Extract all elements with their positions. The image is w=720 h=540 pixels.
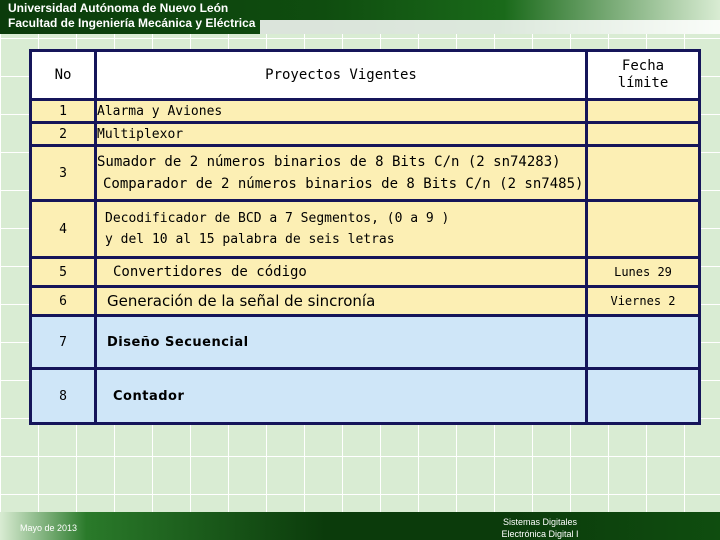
row-number: 7 xyxy=(31,316,96,369)
project-name: Generación de la señal de sincronía xyxy=(96,287,587,316)
row-number: 2 xyxy=(31,123,96,146)
university-name: Universidad Autónoma de Nuevo León xyxy=(8,1,229,15)
deadline xyxy=(587,146,700,201)
project-name: Contador xyxy=(96,369,587,424)
project-line: Sumador de 2 números binarios de 8 Bits C/n (2 sn74283) xyxy=(97,154,561,170)
footer-course xyxy=(480,516,600,540)
table-row xyxy=(31,201,700,258)
course-line1: Sistemas Digitales xyxy=(502,517,578,527)
deadline xyxy=(587,100,700,123)
project-name: Multiplexor xyxy=(96,123,587,146)
table-row xyxy=(31,316,700,369)
project-name: Convertidores de código xyxy=(96,258,587,287)
slide-header xyxy=(0,0,720,34)
deadline xyxy=(587,369,700,424)
header-limit-date xyxy=(587,51,700,100)
project-line: Decodificador de BCD a 7 Segmentos, (0 a 9 ) xyxy=(105,211,450,226)
deadline xyxy=(587,123,700,146)
table-row xyxy=(31,100,700,123)
faculty-name: Facultad de Ingeniería Mecánica y Eléctrica xyxy=(8,16,256,30)
deadline xyxy=(587,316,700,369)
slide-footer xyxy=(0,512,720,540)
row-number: 6 xyxy=(31,287,96,316)
table-row xyxy=(31,258,700,287)
table-row xyxy=(31,287,700,316)
deadline xyxy=(587,201,700,258)
table-row xyxy=(31,123,700,146)
header-limit-line1: Fecha xyxy=(621,58,665,74)
project-description xyxy=(96,201,587,258)
table-row xyxy=(31,146,700,201)
row-number: 1 xyxy=(31,100,96,123)
deadline: Lunes 29 xyxy=(587,258,700,287)
header-limit-line2: límite xyxy=(617,75,669,91)
table-row xyxy=(31,369,700,424)
project-line: y del 10 al 15 palabra de seis letras xyxy=(105,232,395,247)
header-projects: Proyectos Vigentes xyxy=(96,51,587,100)
row-number: 4 xyxy=(31,201,96,258)
project-name: Alarma y Aviones xyxy=(96,100,587,123)
footer-date: Mayo de 2013 xyxy=(20,523,78,533)
table-header-row xyxy=(31,51,700,100)
course-line2: Electrónica Digital I xyxy=(501,529,579,539)
row-number: 5 xyxy=(31,258,96,287)
projects-table xyxy=(29,49,701,425)
deadline: Viernes 2 xyxy=(587,287,700,316)
project-name: Diseño Secuencial xyxy=(96,316,587,369)
header-no: No xyxy=(31,51,96,100)
project-description xyxy=(96,146,587,201)
project-line: Comparador de 2 números binarios de 8 Bits C/n (2 sn7485) xyxy=(103,176,584,192)
row-number: 8 xyxy=(31,369,96,424)
row-number: 3 xyxy=(31,146,96,201)
